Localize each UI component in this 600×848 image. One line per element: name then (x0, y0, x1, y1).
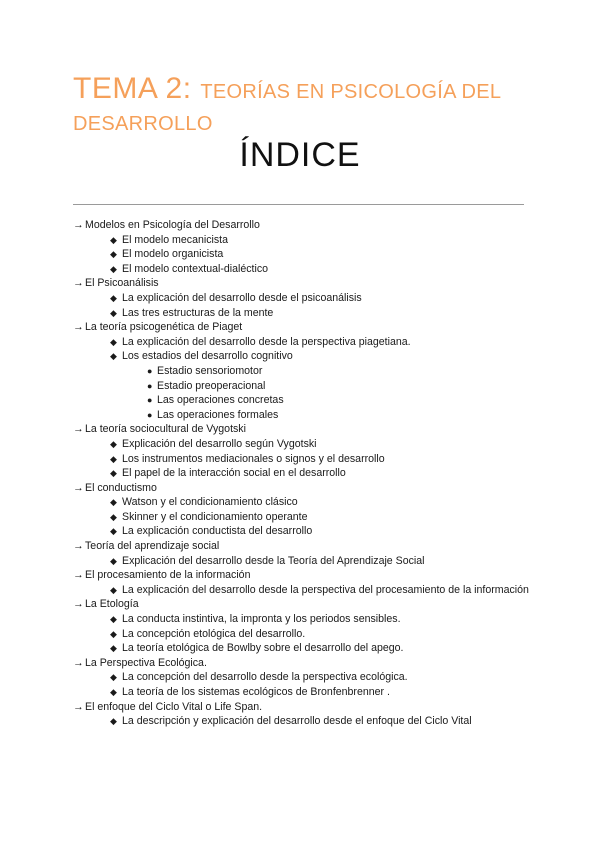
toc-subsubsection (73, 379, 533, 394)
diamond-bullet-icon: ◆ (110, 263, 117, 274)
diamond-bullet-icon: ◆ (110, 249, 117, 260)
table-of-contents (73, 218, 533, 729)
toc-item-label: Estadio sensoriomotor (157, 364, 263, 377)
toc-item-label: Explicación del desarrollo desde la Teoría del Aprendizaje Social (122, 554, 425, 567)
toc-item-label: La concepción etológica del desarrollo. (122, 627, 306, 640)
toc-item-label: La concepción del desarrollo desde la perspectiva ecológica. (122, 671, 408, 684)
diamond-bullet-icon: ◆ (110, 497, 117, 508)
toc-section (73, 422, 533, 437)
toc-section (73, 597, 533, 612)
toc-item-label: Teoría del aprendizaje social (85, 540, 220, 553)
toc-item-label: La explicación del desarrollo desde la perspectiva del procesamiento de la información (122, 583, 529, 596)
toc-item-label: Estadio preoperacional (157, 379, 266, 392)
toc-item-label: La explicación conductista del desarrollo (122, 525, 313, 538)
toc-section (73, 320, 533, 335)
toc-item-label: El enfoque del Ciclo Vital o Life Span. (85, 700, 263, 713)
toc-item-label: La conducta instintiva, la impronta y los periodos sensibles. (122, 613, 401, 626)
toc-subsection (73, 714, 533, 729)
toc-section (73, 656, 533, 671)
toc-item-label: La teoría sociocultural de Vygotski (85, 423, 246, 436)
toc-section (73, 539, 533, 554)
toc-subsection (73, 349, 533, 364)
toc-item-label: Los estadios del desarrollo cognitivo (122, 350, 293, 363)
arrow-right-icon: → (73, 540, 84, 553)
toc-section (73, 568, 533, 583)
toc-item-label: El procesamiento de la información (85, 569, 251, 582)
circle-bullet-icon: ● (147, 395, 153, 406)
toc-item-label: El Psicoanálisis (85, 277, 159, 290)
diamond-bullet-icon: ◆ (110, 628, 117, 639)
arrow-right-icon: → (73, 321, 84, 334)
toc-item-label: La teoría etológica de Bowlby sobre el desarrollo del apego. (122, 642, 404, 655)
arrow-right-icon: → (73, 569, 84, 582)
arrow-right-icon: → (73, 481, 84, 494)
diamond-bullet-icon: ◆ (110, 307, 117, 318)
toc-subsection (73, 670, 533, 685)
toc-subsection (73, 554, 533, 569)
toc-item-label: Las tres estructuras de la mente (122, 306, 274, 319)
index-heading: ÍNDICE (239, 136, 361, 174)
diamond-bullet-icon: ◆ (110, 614, 117, 625)
toc-subsubsection (73, 408, 533, 423)
toc-item-label: Las operaciones concretas (157, 394, 284, 407)
diamond-bullet-icon: ◆ (110, 511, 117, 522)
diamond-bullet-icon: ◆ (110, 292, 117, 303)
toc-subsection (73, 291, 533, 306)
toc-item-label: El modelo organicista (122, 248, 224, 261)
toc-subsection (73, 641, 533, 656)
toc-item-label: Watson y el condicionamiento clásico (122, 496, 298, 509)
toc-item-label: La Etología (85, 598, 139, 611)
toc-subsection (73, 335, 533, 350)
toc-subsection (73, 495, 533, 510)
toc-section (73, 481, 533, 496)
toc-subsection (73, 452, 533, 467)
diamond-bullet-icon: ◆ (110, 438, 117, 449)
diamond-bullet-icon: ◆ (110, 584, 117, 595)
toc-item-label: Modelos en Psicología del Desarrollo (85, 219, 260, 231)
toc-item-label: El modelo mecanicista (122, 233, 228, 246)
document-title (73, 73, 543, 141)
toc-item-label: Explicación del desarrollo según Vygotski (122, 437, 317, 450)
toc-item-label: Skinner y el condicionamiento operante (122, 510, 308, 523)
toc-item-label: El conductismo (85, 481, 157, 494)
title-subtitle: TEORÍAS EN PSICOLOGÍA DEL DESARROLLO (73, 81, 501, 135)
toc-subsection (73, 524, 533, 539)
toc-item-label: La Perspectiva Ecológica. (85, 656, 207, 669)
toc-subsubsection (73, 364, 533, 379)
toc-subsection (73, 262, 533, 277)
horizontal-divider (73, 204, 524, 205)
arrow-right-icon: → (73, 656, 84, 669)
diamond-bullet-icon: ◆ (110, 555, 117, 566)
toc-subsection (73, 583, 533, 598)
arrow-right-icon: → (73, 423, 84, 436)
diamond-bullet-icon: ◆ (110, 234, 117, 245)
diamond-bullet-icon: ◆ (110, 643, 117, 654)
circle-bullet-icon: ● (147, 365, 153, 376)
toc-section (73, 276, 533, 291)
toc-item-label: La teoría de los sistemas ecológicos de Bronfenbrenner . (122, 686, 390, 698)
diamond-bullet-icon: ◆ (110, 526, 117, 537)
toc-subsection (73, 306, 533, 321)
arrow-right-icon: → (73, 219, 84, 231)
toc-section (73, 218, 533, 233)
toc-item-label: La explicación del desarrollo desde la perspectiva piagetiana. (122, 335, 411, 348)
toc-subsection (73, 510, 533, 525)
diamond-bullet-icon: ◆ (110, 716, 117, 727)
circle-bullet-icon: ● (147, 409, 153, 420)
diamond-bullet-icon: ◆ (110, 351, 117, 362)
toc-item-label: El papel de la interacción social en el desarrollo (122, 467, 346, 480)
diamond-bullet-icon: ◆ (110, 468, 117, 479)
toc-section (73, 700, 533, 715)
toc-subsection (73, 685, 533, 700)
toc-subsection (73, 437, 533, 452)
diamond-bullet-icon: ◆ (110, 687, 117, 697)
toc-item-label: El modelo contextual-dialéctico (122, 262, 269, 275)
circle-bullet-icon: ● (147, 380, 153, 391)
toc-subsubsection (73, 393, 533, 408)
toc-item-label: La descripción y explicación del desarrollo desde el enfoque del Ciclo Vital (122, 715, 472, 728)
title-main: TEMA 2: (73, 72, 201, 105)
diamond-bullet-icon: ◆ (110, 336, 117, 347)
toc-subsection (73, 612, 533, 627)
arrow-right-icon: → (73, 277, 84, 290)
diamond-bullet-icon: ◆ (110, 672, 117, 683)
diamond-bullet-icon: ◆ (110, 453, 117, 464)
arrow-right-icon: → (73, 598, 84, 611)
toc-item-label: La teoría psicogenética de Piaget (85, 321, 243, 334)
toc-subsection (73, 466, 533, 481)
toc-item-label: Los instrumentos mediacionales o signos y el desarrollo (122, 452, 385, 465)
arrow-right-icon: → (73, 700, 84, 713)
toc-item-label: Las operaciones formales (157, 408, 279, 421)
toc-item-label: La explicación del desarrollo desde el psicoanálisis (122, 291, 362, 304)
toc-subsection (73, 233, 533, 248)
toc-subsection (73, 627, 533, 642)
toc-subsection (73, 247, 533, 262)
